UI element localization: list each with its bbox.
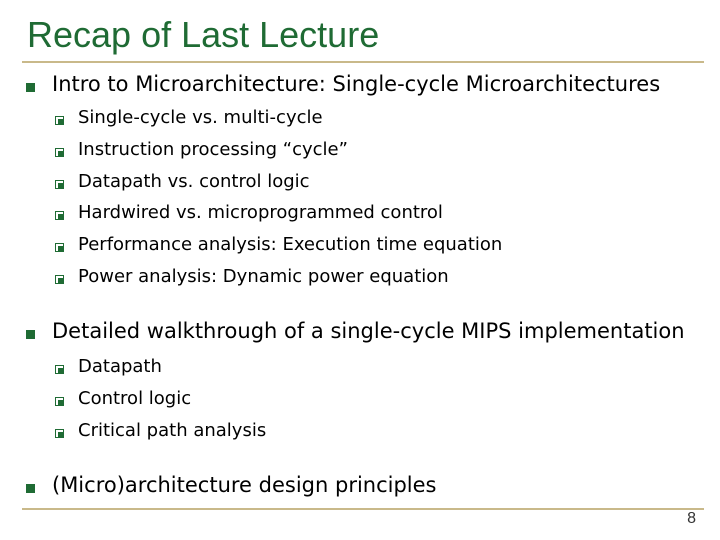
footer-divider <box>22 508 704 510</box>
bullet-1-text: Intro to Microarchitecture: Single-cycle Microarchitectures <box>52 72 661 96</box>
sub-bullet-icon <box>55 116 64 125</box>
bullet-square-icon <box>26 83 35 92</box>
bullet-2-sub-1: Datapath <box>78 356 162 377</box>
sub-bullet-icon <box>55 180 64 189</box>
sub-bullet-icon <box>55 429 64 438</box>
bullet-2-text: Detailed walkthrough of a single-cycle MIPS implementation <box>52 319 685 343</box>
slide-title: Recap of Last Lecture <box>27 14 380 55</box>
bullet-square-icon <box>26 484 35 493</box>
bullet-1-sub-2: Instruction processing “cycle” <box>78 139 348 160</box>
bullet-2-sub-2: Control logic <box>78 388 192 409</box>
bullet-1-sub-3: Datapath vs. control logic <box>78 171 310 192</box>
bullet-1-sub-1: Single-cycle vs. multi-cycle <box>78 107 323 128</box>
bullet-1-sub-6: Power analysis: Dynamic power equation <box>78 266 449 287</box>
bullet-1-sub-4: Hardwired vs. microprogrammed control <box>78 202 443 223</box>
bullet-2-sub-3: Critical path analysis <box>78 420 267 441</box>
bullet-square-icon <box>26 330 35 339</box>
sub-bullet-icon <box>55 148 64 157</box>
sub-bullet-icon <box>55 365 64 374</box>
sub-bullet-icon <box>55 211 64 220</box>
sub-bullet-icon <box>55 275 64 284</box>
bullet-3-text: (Micro)architecture design principles <box>52 473 437 497</box>
title-divider <box>22 61 704 63</box>
sub-bullet-icon <box>55 243 64 252</box>
sub-bullet-icon <box>55 397 64 406</box>
bullet-1-sub-5: Performance analysis: Execution time equation <box>78 234 503 255</box>
page-number: 8 <box>687 510 696 527</box>
